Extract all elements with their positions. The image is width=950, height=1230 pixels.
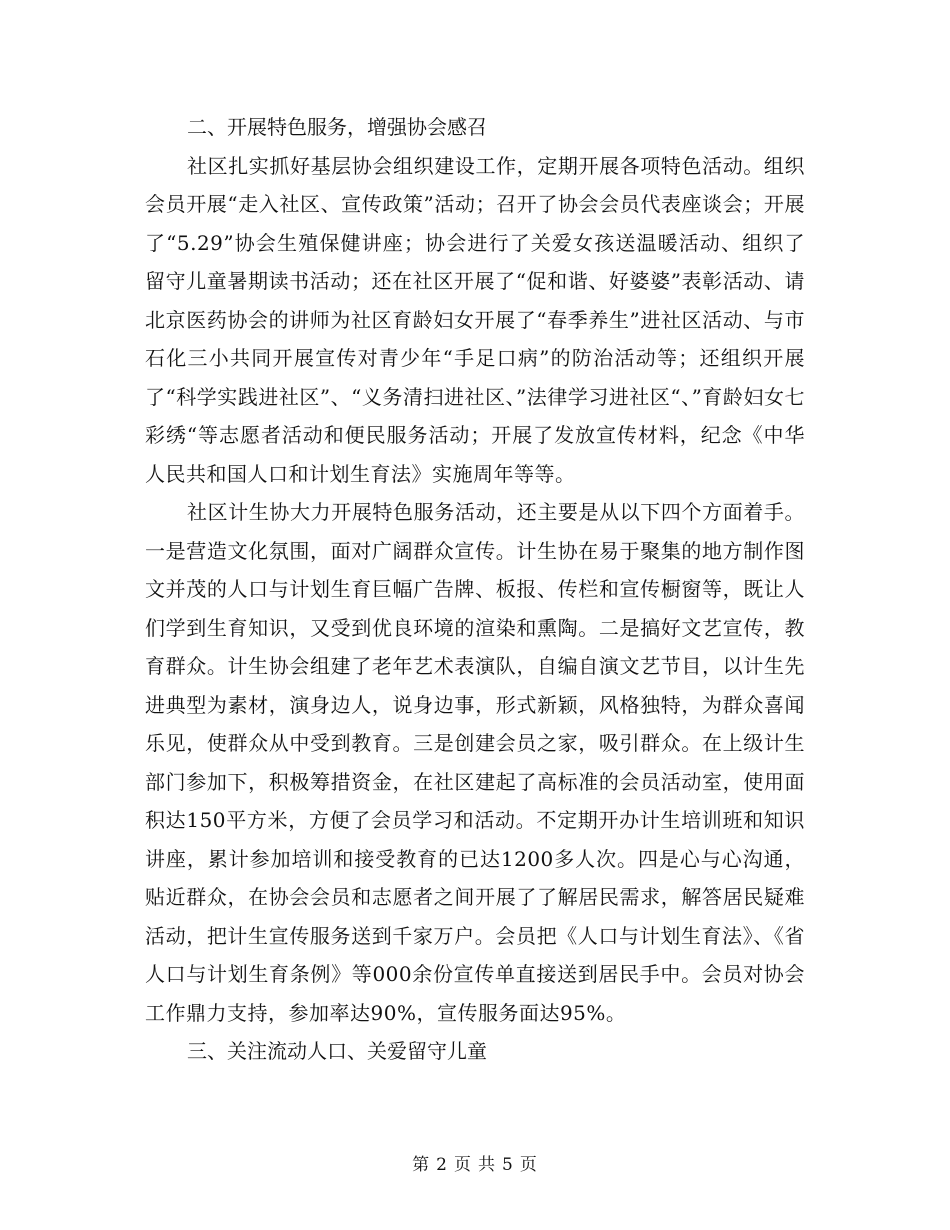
section-heading-2: 二、开展特色服务，增强协会感召 <box>187 115 487 139</box>
footer-page-word: 页 <box>454 1155 472 1175</box>
page-footer <box>0 1150 950 1175</box>
footer-total-pages: 5 <box>502 1155 514 1175</box>
section-heading-3: 三、关注流动人口、关爱留守儿童 <box>187 1039 487 1063</box>
footer-total-word: 共 <box>478 1155 496 1175</box>
footer-suffix: 页 <box>519 1155 538 1175</box>
footer-current-page: 2 <box>436 1155 448 1175</box>
footer-prefix: 第 <box>412 1155 431 1175</box>
paragraph-services: 社区计生协大力开展特色服务活动，还主要是从以下四个方面着手。一是营造文化氛围，面对广阔群众宣传。计生协在易于聚集的地方制作图文并茂的人口与计划生育巨幅广告牌、板报、传栏和宣传橱窗等，既让人们学到生育知识，又受到优良环境的渲染和熏陶。二是搞好文艺宣传，教育群众。计生协会组建了老年艺术表演队，自编自演文艺节目，以计生先进典型为素材，演身边人，说身边事，形式新颖，风格独特，为群众喜闻乐见，使群众从中受到教育。三是创建会员之家，吸引群众。在上级计生部门参加下，积极筹措资金，在社区建起了高标准的会员活动室，使用面积达150平方米，方便了会员学习和活动。不定期开办计生培训班和知识讲座，累计参加培训和接受教育的已达1200多人次。四是心与心沟通，贴近群众，在协会会员和志愿者之间开展了了解居民需求，解答居民疑难活动，把计生宣传服务送到千家万户。会员把《人口与计划生育法》、《省人口与计划生育条例》等000余份宣传单直接送到居民手中。会员对协会工作鼎力支持，参加率达90%，宣传服务面达95%。 <box>145 500 805 1025</box>
paragraph-activities: 社区扎实抓好基层协会组织建设工作，定期开展各项特色活动。组织会员开展“走入社区、宣传政策”活动；召开了协会会员代表座谈会；开展了“5.29”协会生殖保健讲座；协会进行了关爱女孩送温暖活动、组织了留守儿童暑期读书活动；还在社区开展了“促和谐、好婆婆”表彰活动、请北京医药协会的讲师为社区育龄妇女开展了“春季养生”进社区活动、与市石化三小共同开展宣传对青少年“手足口病”的防治活动等；还组织开展了“科学实践进社区”、“义务清扫进社区、”法律学习进社区“、”育龄妇女七彩绣“等志愿者活动和便民服务活动；开展了发放宣传材料，纪念《中华人民共和国人口和计划生育法》实施周年等等。 <box>145 153 805 486</box>
document-body <box>145 108 805 1071</box>
